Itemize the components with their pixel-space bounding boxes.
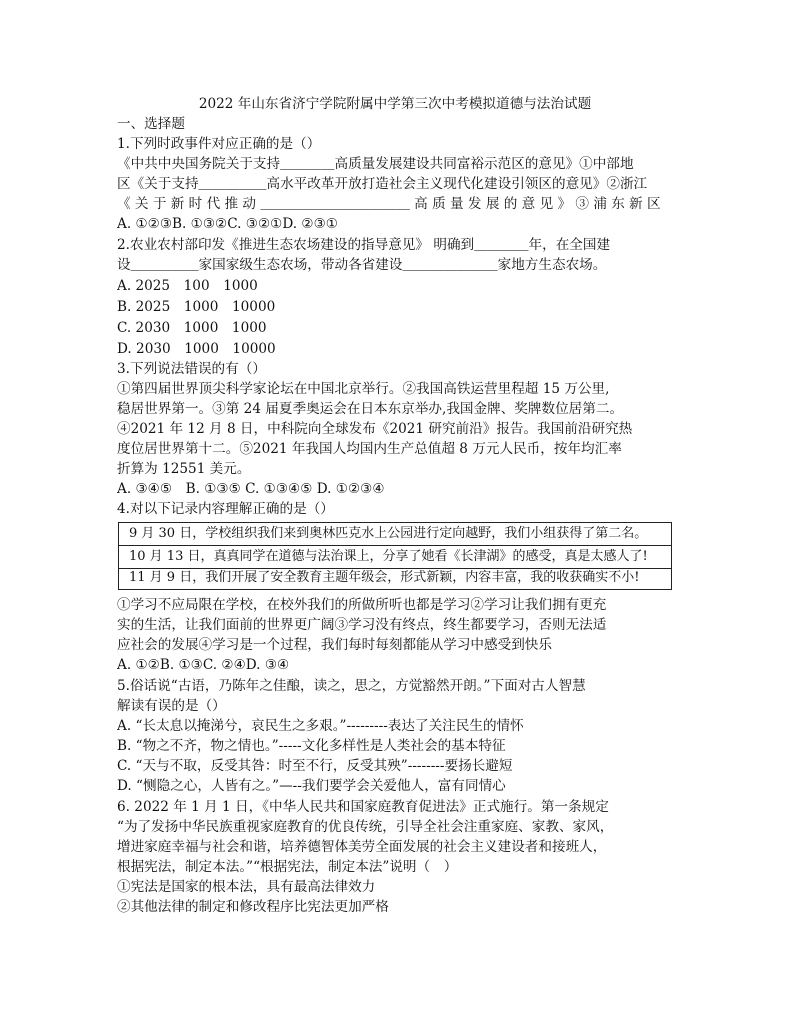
q3-line-1: ①第四届世界顶尖科学家论坛在中国北京举行。②我国高铁运营里程超 15 万公里, <box>117 381 610 397</box>
q4-line-2: 实的生活，让我们面前的世界更广阔③学习没有终点，终生都要学习，否则无法适 <box>117 617 607 633</box>
record-row <box>119 523 671 545</box>
record-row <box>119 567 671 589</box>
q6-line-1: 6. 2022 年 1 月 1 日，《中华人民共和国家庭教育促进法》正式施行。第一条规定 <box>117 799 609 815</box>
q2-stem-2: 设＿＿＿＿＿家国家级生态农场，带动各省建设＿＿＿＿＿＿＿家地方生态农场。 <box>117 257 607 273</box>
q3-line-2: 稳居世界第一。③第 24 届夏季奥运会在日本东京举办,我国金牌、奖牌数位居第二。 <box>117 401 624 417</box>
q6-line-3: 增进家庭幸福与社会和谐，培养德智体美劳全面发展的社会主义建设者和接班人， <box>117 839 607 855</box>
q5-option-d: D. “恻隐之心，人皆有之。”—--我们要学会关爱他人，富有同情心 <box>117 778 506 794</box>
q5-option-a: A. “长太息以掩涕兮，哀民生之多艰。”---------表达了关注民生的情怀 <box>117 718 524 734</box>
q2-option-c: C. 2030 1000 1000 <box>117 320 267 336</box>
q2-option-d: D. 2030 1000 10000 <box>117 341 276 357</box>
record-table <box>118 522 672 590</box>
q4-line-1: ①学习不应局限在学校，在校外我们的所做所听也都是学习②学习让我们拥有更充 <box>117 597 607 613</box>
q4-line-3: 应社会的发展④学习是一个过程，我们每时每刻都能从学习中感受到快乐 <box>117 637 552 653</box>
q3-line-5: 折算为 12551 美元。 <box>117 461 251 477</box>
q3-options: A. ③④⑤ B. ①③⑤ C. ①③④⑤ D. ①②③④ <box>117 481 385 497</box>
q6-line-4: 根据宪法，制定本法。”“根据宪法，制定本法”说明（ ） <box>117 859 458 875</box>
record-text: 10 月 13 日，真真同学在道德与法治课上，分享了她看《长津湖》的感受，真是太感人了! <box>129 549 648 564</box>
section-heading: 一、选择题 <box>117 116 185 132</box>
q3-line-4: 度位居世界第十二。⑤2021 年我国人均国内生产总值超 8 万元人民币，按年均汇率 <box>117 441 622 457</box>
q6-option-2: ②其他法律的制定和修改程序比宪法更加严格 <box>117 899 389 915</box>
q6-line-2: “为了发扬中华民族重视家庭教育的优良传统，引导全社会注重家庭、家教、家风， <box>117 819 614 835</box>
q1-stem: 1.下列时政事件对应正确的是（） <box>117 136 321 152</box>
q1-options: A. ①②③B. ①③②C. ③②①D. ②③① <box>117 216 338 232</box>
q5-stem-2: 解读有误的是（） <box>117 698 226 714</box>
q5-stem-1: 5.俗话说“古语，乃陈年之佳酿，读之，思之，方觉豁然开朗。”下面对古人智慧 <box>117 678 586 694</box>
q3-line-3: ④2021 年 12 月 8 日，中科院向全球发布《2021 研究前沿》报告。我国前沿研究热 <box>117 421 633 437</box>
page-title: 2022 年山东省济宁学院附属中学第三次中考模拟道德与法治试题 <box>198 96 592 112</box>
q3-stem: 3.下列说法错误的有（） <box>117 361 266 377</box>
q2-option-a: A. 2025 100 1000 <box>117 278 258 294</box>
q5-option-b: B. “物之不齐，物之情也。”-----文化多样性是人类社会的基本特征 <box>117 738 506 754</box>
q1-line-3: 《 关 于 新 时 代 推 动 ＿＿＿＿＿＿＿＿＿＿＿ 高 质 量 发 展 的 意 见 》 ③ 浦 东 新 区 <box>117 196 661 212</box>
record-row <box>119 545 671 569</box>
q6-option-1: ①宪法是国家的根本法，具有最高法律效力 <box>117 879 376 895</box>
q4-stem: 4.对以下记录内容理解正确的是（） <box>117 501 334 517</box>
record-text: 11 月 9 日，我们开展了安全教育主题年级会，形式新颖，内容丰富，我的收获确实不小! <box>129 570 640 585</box>
record-text: 9 月 30 日，学校组织我们来到奥林匹克水上公园进行定向越野，我们小组获得了第二名。 <box>129 526 648 541</box>
q2-stem-1: 2.农业农村部印发《推进生态农场建设的指导意见》 明确到＿＿＿＿年，在全国建 <box>117 237 611 253</box>
q4-options: A. ①②B. ①③C. ②④D. ③④ <box>117 657 290 673</box>
q2-option-b: B. 2025 1000 10000 <box>117 299 276 315</box>
q5-option-c: C. “天与不取，反受其咎：时至不行，反受其殃”--------要扬长避短 <box>117 758 513 774</box>
q1-line-2: 区《关于支持＿＿＿＿＿高水平改革开放打造社会主义现代化建设引领区的意见》②浙江 <box>117 176 648 192</box>
q1-line-1: 《中共中央国务院关于支持＿＿＿＿高质量发展建设共同富裕示范区的意见》①中部地 <box>117 156 634 172</box>
